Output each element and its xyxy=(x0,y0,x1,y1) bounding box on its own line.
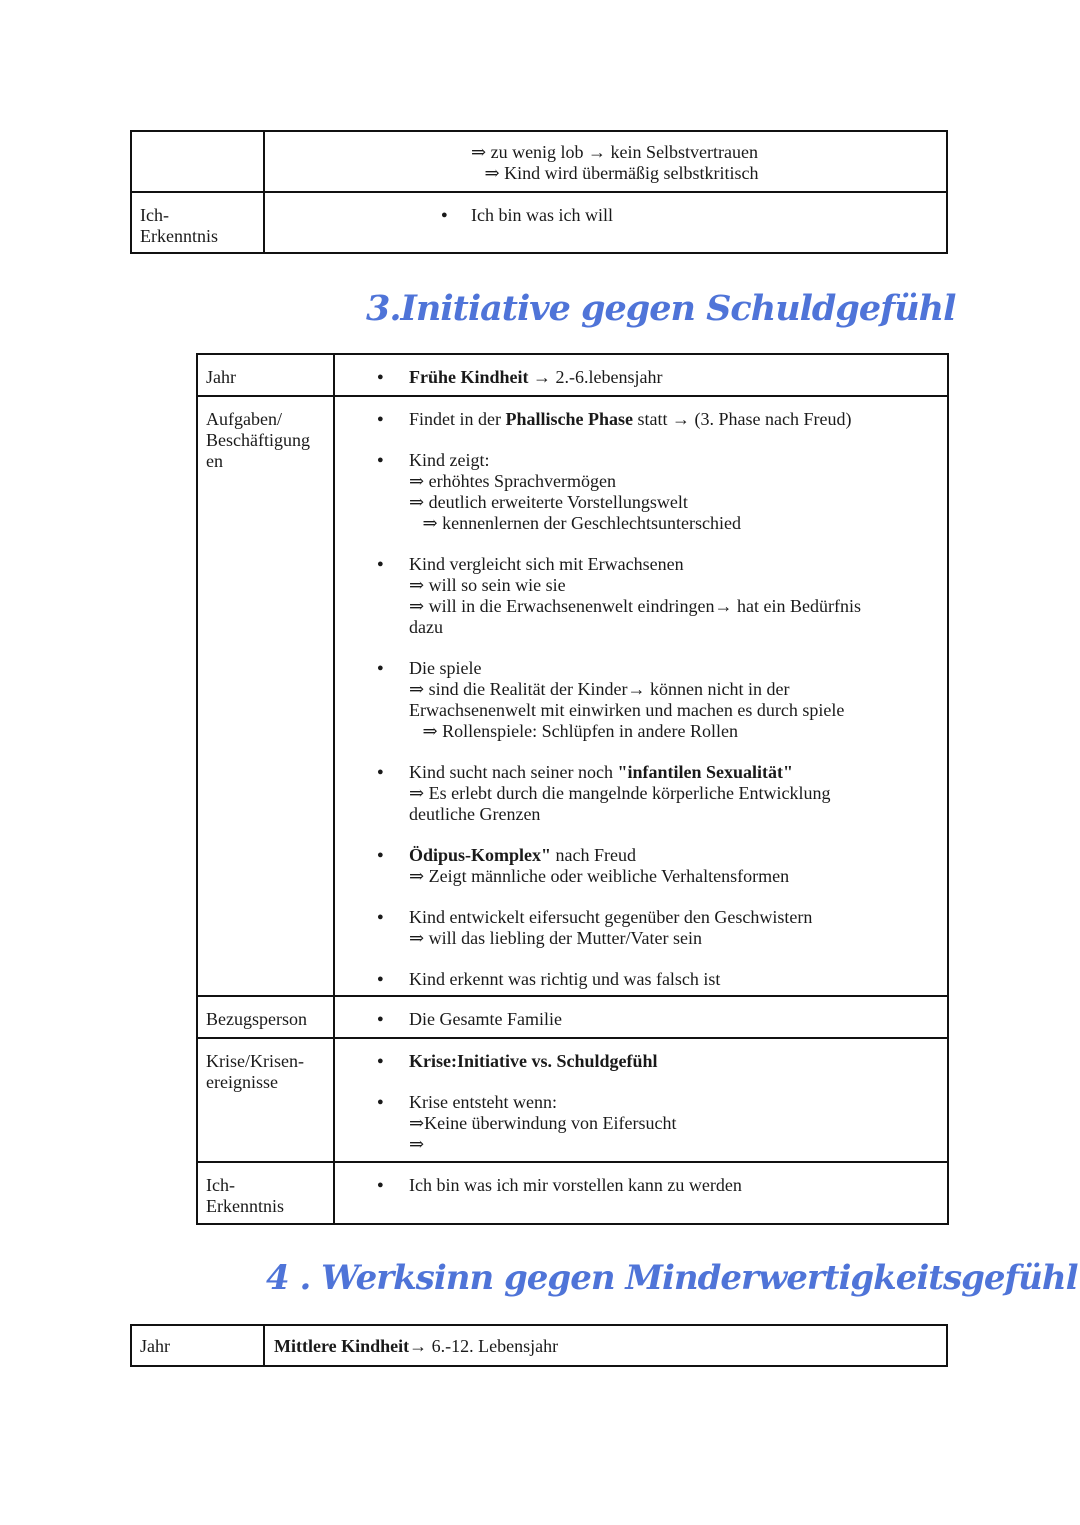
content-cell xyxy=(264,192,947,253)
bullet-item: ● Die spiele ⇒ sind die Realität der Kinder→ können nicht in der Erwachsenenwelt mit einwirken und machen es durch spiele ⇒ Rollenspiele: Schlüpfen in andere Rollen xyxy=(335,658,947,742)
table-stage-3 xyxy=(196,353,949,1225)
bullet-item: ● Kind zeigt: ⇒ erhöhtes Sprachvermögen ⇒ deutlich erweiterte Vorstellungswelt ⇒ kennenlernen der Geschlechtsunterschied xyxy=(335,450,947,534)
label-empty xyxy=(131,131,264,192)
content-cell xyxy=(334,396,948,996)
heading-stage-4: 4 . Werksinn gegen Minderwertigkeitsgefühl xyxy=(266,1258,1078,1298)
label-krise: Krise/Krisen- ereignisse xyxy=(197,1038,334,1162)
content-cell: Mittlere Kindheit→ 6.-12. Lebensjahr xyxy=(264,1325,947,1366)
label-aufgaben: Aufgaben/ Beschäftigung en xyxy=(197,396,334,996)
line: ⇒ zu wenig lob → kein Selbstvertrauen xyxy=(471,142,759,162)
bullet-item: ● Kind entwickelt eifersucht gegenüber den Geschwistern ⇒ will das liebling der Mutter/Vater sein xyxy=(335,907,947,949)
content-cell xyxy=(334,1038,948,1162)
table-top xyxy=(130,130,948,254)
label-bezugsperson: Bezugsperson xyxy=(197,996,334,1038)
bullet-item: ● Ich bin was ich mir vorstellen kann zu werden xyxy=(335,1175,947,1196)
bullet-item: ● Kind erkennt was richtig und was falsch ist xyxy=(335,969,947,990)
heading-stage-3: 3.Initiative gegen Schuldgefühl xyxy=(366,288,956,329)
label-ich-erkenntnis: Ich- Erkenntnis xyxy=(131,192,264,253)
label-jahr: Jahr xyxy=(131,1325,264,1366)
bullet-item: ● Kind sucht nach seiner noch "infantilen Sexualität" ⇒ Es erlebt durch die mangelnde körperliche Entwicklung deutliche Grenzen xyxy=(335,762,947,825)
bullet-item: ● Kind vergleicht sich mit Erwachsenen ⇒ will so sein wie sie ⇒ will in die Erwachsenenwelt eindringen→ hat ein Bedürfnis dazu xyxy=(335,554,947,638)
bullet-item: ● Ödipus-Komplex" nach Freud ⇒ Zeigt männliche oder weibliche Verhaltensformen xyxy=(335,845,947,887)
content-cell xyxy=(334,354,948,396)
bullet-item: ● Krise entsteht wenn: ⇒Keine überwindung von Eifersucht ⇒ xyxy=(335,1092,947,1155)
label-jahr: Jahr xyxy=(197,354,334,396)
bullet-item: ● Frühe Kindheit → 2.-6.lebensjahr xyxy=(335,367,947,388)
bullet-item: ● Ich bin was ich will xyxy=(265,205,946,226)
bullet-item: ● Krise:Initiative vs. Schuldgefühl xyxy=(335,1051,947,1072)
label-ich-erkenntnis: Ich- Erkenntnis xyxy=(197,1162,334,1224)
table-stage-4 xyxy=(130,1324,948,1367)
bullet-item: ● Findet in der Phallische Phase statt → (3. Phase nach Freud) xyxy=(335,409,947,430)
bullet-item: ● Die Gesamte Familie xyxy=(335,1009,947,1030)
content-cell xyxy=(334,1162,948,1224)
line: ⇒ Kind wird übermäßig selbstkritisch xyxy=(471,163,759,183)
content-cell xyxy=(264,131,947,192)
content-cell xyxy=(334,996,948,1038)
